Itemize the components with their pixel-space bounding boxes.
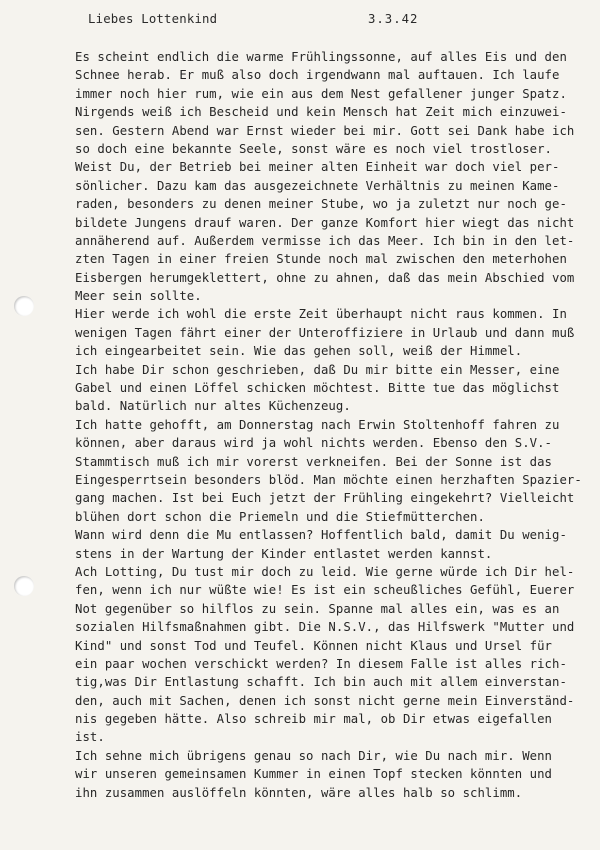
text-line: Ich sehne mich übrigens genau so nach Dir, wie Du nach mir. Wenn xyxy=(75,748,553,763)
punch-hole xyxy=(14,576,34,596)
text-line: tig,was Dir Entlastung schafft. Ich bin auch mit allem einverstan- xyxy=(75,675,567,690)
text-line: Hier werde ich wohl die erste Zeit überhaupt nicht raus kommen. In xyxy=(75,307,567,322)
text-line: wir unseren gemeinsamen Kummer in einen Topf stecken könnten und xyxy=(75,767,553,782)
text-line: Wann wird denn die Mu entlassen? Hoffentlich bald, damit Du wenig- xyxy=(75,528,567,543)
text-line: Weist Du, der Betrieb bei meiner alten Einheit war doch viel per- xyxy=(75,160,560,175)
text-line: immer noch hier rum, wie ein aus dem Nest gefallener junger Spatz. xyxy=(75,86,567,101)
salutation: Liebes Lottenkind xyxy=(88,12,218,26)
text-line: Kind" und sonst Tod und Teufel. Können nicht Klaus und Ursel für xyxy=(75,638,553,653)
text-line: ein paar wochen verschickt werden? In diesem Falle ist alles rich- xyxy=(75,656,567,671)
text-line: fen, wenn ich nur wüßte wie! Es ist ein scheußliches Gefühl, Euerer xyxy=(75,583,575,598)
text-line: nis gegeben hätte. Also schreib mir mal, ob Dir etwas eigefallen xyxy=(75,712,553,727)
text-line: sozialen Hilfsmaßnahmen gibt. Die N.S.V., das Hilfswerk "Mutter und xyxy=(75,620,575,635)
text-line: Es scheint endlich die warme Frühlingssonne, auf alles Eis und den xyxy=(75,50,567,64)
text-line: Meer sein sollte. xyxy=(75,289,202,304)
letter-header xyxy=(88,12,560,32)
text-line: so doch eine bekannte Seele, sonst wäre es noch viel trostloser. xyxy=(75,141,553,156)
punch-hole xyxy=(14,296,34,316)
text-line: Stammtisch muß ich mir vorerst verkneifen. Bei der Sonne ist das xyxy=(75,454,553,469)
letter-date: 3.3.42 xyxy=(368,12,419,26)
text-line: den, auch mit Sachen, denen ich sonst nicht gerne mein Einverständ- xyxy=(75,693,575,708)
letter-body xyxy=(75,48,585,802)
text-line: Ich habe Dir schon geschrieben, daß Du mir bitte ein Messer, eine xyxy=(75,362,560,377)
text-line: gang machen. Ist bei Euch jetzt der Frühling eingekehrt? Vielleicht xyxy=(75,491,575,506)
text-line: stens in der Wartung der Kinder entlastet werden kannst. xyxy=(75,546,493,561)
text-line: wenigen Tagen fährt einer der Unteroffiziere in Urlaub und dann muß xyxy=(75,325,575,340)
text-line: Not gegenüber so hilflos zu sein. Spanne mal alles ein, was es an xyxy=(75,601,560,616)
text-line: Gabel und einen Löffel schicken möchtest. Bitte tue das möglichst xyxy=(75,381,560,396)
text-line: Eingesperrtsein besonders blöd. Man möchte einen herzhaften Spazier- xyxy=(75,472,582,487)
text-line: Eisbergen herumgeklettert, ohne zu ahnen, daß das mein Abschied vom xyxy=(75,270,575,285)
text-line: bildete Jungens drauf waren. Der ganze Komfort hier wiegt das nicht xyxy=(75,215,575,230)
text-line: Schnee herab. Er muß also doch irgendwann mal auftauen. Ich laufe xyxy=(75,68,560,83)
text-line: Ach Lotting, Du tust mir doch zu leid. Wie gerne würde ich Dir hel- xyxy=(75,564,575,579)
text-line: annäherend auf. Außerdem vermisse ich das Meer. Ich bin in den let- xyxy=(75,233,575,248)
text-line: Nirgends weiß ich Bescheid und kein Mensch hat Zeit mich einzuwei- xyxy=(75,105,567,120)
text-line: blühen dort schon die Priemeln und die Stiefmütterchen. xyxy=(75,509,485,524)
text-line: sen. Gestern Abend war Ernst wieder bei mir. Gott sei Dank habe ich xyxy=(75,123,575,138)
text-line: Ich hatte gehofft, am Donnerstag nach Erwin Stoltenhoff fahren zu xyxy=(75,417,560,432)
text-line: sönlicher. Dazu kam das ausgezeichnete Verhältnis zu meinen Kame- xyxy=(75,178,560,193)
text-line: raden, besonders zu denen meiner Stube, wo ja zuletzt nur noch ge- xyxy=(75,197,567,212)
text-line: ich eingearbeitet sein. Wie das gehen soll, weiß der Himmel. xyxy=(75,344,523,359)
text-line: können, aber daraus wird ja wohl nichts werden. Ebenso den S.V.- xyxy=(75,436,553,451)
text-line: zten Tagen in einer freien Stunde noch mal zwischen den meterhohen xyxy=(75,252,567,267)
text-line: ihn zusammen auslöffeln könnten, wäre alles halb so schlimm. xyxy=(75,785,523,800)
text-line: ist. xyxy=(75,730,105,745)
text-line: bald. Natürlich nur altes Küchenzeug. xyxy=(75,399,351,414)
